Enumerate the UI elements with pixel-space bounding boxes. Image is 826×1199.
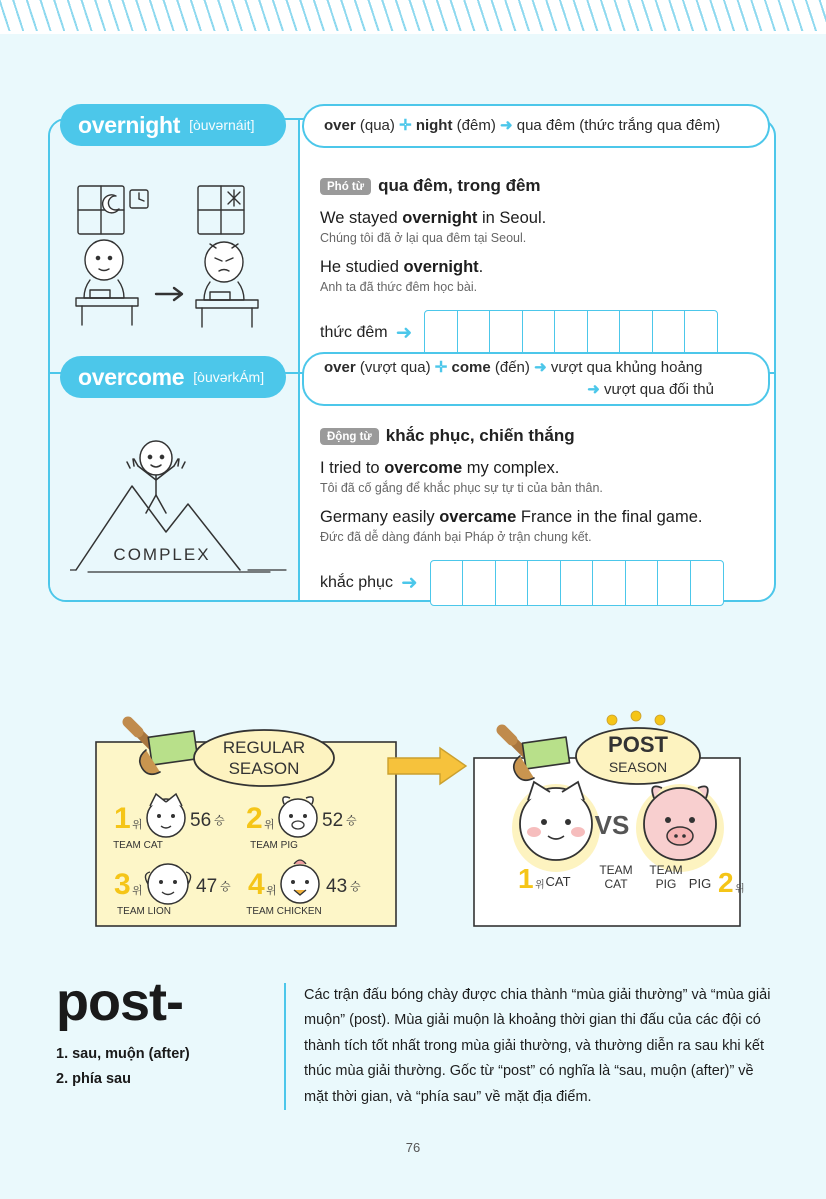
root-title: post- bbox=[56, 972, 183, 1032]
wins-2: 52 bbox=[322, 810, 344, 831]
write-prompt-label: thức đêm bbox=[320, 324, 388, 341]
answer-box[interactable] bbox=[592, 560, 626, 606]
right-rank-right: 2 bbox=[718, 867, 734, 898]
overnight-pos-and-meaning bbox=[320, 176, 750, 196]
answer-boxes[interactable] bbox=[424, 310, 718, 356]
phonetic-text: [òuvərnáit] bbox=[189, 117, 255, 133]
band-bottom-edge bbox=[0, 31, 826, 34]
example-translation-vi: Chúng tôi đã ở lại qua đêm tại Seoul. bbox=[320, 231, 527, 245]
example-translation-vi: Tôi đã cố gắng để khắc phục sự tự ti của bản thân. bbox=[320, 481, 603, 495]
right-caption-right: PIG bbox=[688, 876, 712, 891]
headword-text: overnight bbox=[78, 111, 181, 138]
example-sentence-en bbox=[320, 209, 750, 228]
overcome-write-practice-row bbox=[320, 560, 724, 606]
left-panel-title-line1: REGULAR bbox=[222, 738, 306, 757]
formula-part2-gloss: (đến) bbox=[494, 358, 530, 376]
answer-box[interactable] bbox=[424, 310, 458, 356]
answer-box[interactable] bbox=[554, 310, 588, 356]
arrow-right-icon bbox=[388, 748, 466, 784]
answer-box[interactable] bbox=[522, 310, 556, 356]
overnight-write-practice-row bbox=[320, 310, 718, 356]
arrow-right-icon: ➜ bbox=[587, 381, 600, 398]
right-label-right-line1: TEAM bbox=[649, 863, 683, 877]
overnight-definition-area bbox=[320, 176, 750, 294]
root-sense-1: 1. sau, muộn (after) bbox=[56, 1046, 190, 1062]
answer-box[interactable] bbox=[489, 310, 523, 356]
phonetic-text: [òuvərkÁm] bbox=[193, 369, 265, 385]
headword-overcome bbox=[60, 356, 286, 398]
wins-4: 43 bbox=[326, 876, 348, 897]
wins-1-suffix: 승 bbox=[214, 815, 225, 827]
right-rank-left: 1 bbox=[518, 863, 534, 894]
arrow-right-icon: ➜ bbox=[534, 358, 547, 376]
example-suffix: in Seoul. bbox=[477, 209, 547, 227]
illustration-label: COMPLEX bbox=[113, 545, 211, 564]
answer-box[interactable] bbox=[495, 560, 529, 606]
answer-box[interactable] bbox=[462, 560, 496, 606]
vs-label: VS bbox=[594, 810, 630, 840]
example-prefix: Germany easily bbox=[320, 508, 440, 526]
pos-tag: Động từ bbox=[320, 428, 379, 445]
decorative-top-band bbox=[0, 0, 826, 34]
answer-box[interactable] bbox=[527, 560, 561, 606]
answer-box[interactable] bbox=[619, 310, 653, 356]
root-sense-2: 2. phía sau bbox=[56, 1071, 131, 1088]
team-1: TEAM CAT bbox=[113, 840, 163, 851]
example-keyword: overnight bbox=[403, 258, 479, 276]
wins-1: 56 bbox=[190, 810, 212, 831]
team-3: TEAM LION bbox=[117, 906, 171, 917]
team-4: TEAM CHICKEN bbox=[246, 906, 322, 917]
root-description: Các trận đấu bóng chày được chia thành “mùa giải thường” và “mùa giải muộn” (post). Mùa giải muộn là khoảng thời gian thi đấu của các đội có thành tích tốt nhất trong mùa giải thường, và thường diễn ra sau khi kết thúc mùa giải thường. Gốc từ “post” có nghĩa là “sau, muộn (after)” về mặt thời gian, và “phía sau” về mặt địa điểm. bbox=[284, 983, 776, 1110]
example-suffix: . bbox=[478, 258, 484, 276]
rank-2: 2 bbox=[246, 802, 263, 835]
right-label-left-line2: CAT bbox=[604, 877, 628, 891]
example-sentence-en bbox=[320, 508, 750, 527]
headword-overnight bbox=[60, 104, 286, 146]
post-root-section bbox=[56, 972, 776, 1105]
vocabulary-card-block bbox=[48, 104, 778, 604]
formula-result: qua đêm (thức trắng qua đêm) bbox=[516, 116, 721, 134]
example-prefix: We stayed bbox=[320, 209, 403, 227]
left-panel-title-line2: SEASON bbox=[228, 759, 300, 778]
answer-box[interactable] bbox=[457, 310, 491, 356]
formula-result-line2: vượt qua đối thủ bbox=[604, 381, 714, 398]
formula-part1-gloss: (qua) bbox=[359, 116, 395, 134]
answer-box[interactable] bbox=[690, 560, 724, 606]
meaning-text: qua đêm, trong đêm bbox=[378, 176, 541, 195]
formula-part1-word: over bbox=[324, 358, 356, 376]
pos-tag: Phó từ bbox=[320, 178, 371, 195]
formula-part2-word: come bbox=[451, 358, 491, 376]
answer-boxes[interactable] bbox=[430, 560, 724, 606]
team-2: TEAM PIG bbox=[250, 840, 298, 851]
right-label-right-line2: PIG bbox=[655, 877, 677, 891]
formula-overnight bbox=[302, 104, 770, 148]
right-label-left-line1: TEAM bbox=[599, 863, 633, 877]
example-sentence-en bbox=[320, 258, 750, 277]
meaning-text: khắc phục, chiến thắng bbox=[385, 426, 575, 445]
answer-box[interactable] bbox=[657, 560, 691, 606]
plus-icon: ✛ bbox=[399, 116, 412, 134]
rank-1: 1 bbox=[114, 802, 131, 835]
answer-box[interactable] bbox=[652, 310, 686, 356]
formula-part2-gloss: (đêm) bbox=[456, 116, 496, 134]
right-panel-title-line1: POST bbox=[608, 732, 668, 757]
vertical-divider bbox=[298, 120, 300, 600]
answer-box[interactable] bbox=[430, 560, 464, 606]
wins-3: 47 bbox=[196, 876, 218, 897]
formula-part1-word: over bbox=[324, 116, 356, 134]
right-caption-left: CAT bbox=[545, 874, 571, 889]
example-keyword: overcome bbox=[384, 459, 463, 477]
arrow-right-icon: ➜ bbox=[395, 322, 413, 344]
diagonal-stripe-pattern bbox=[0, 0, 826, 34]
wins-2-suffix: 승 bbox=[346, 815, 357, 827]
answer-box[interactable] bbox=[684, 310, 718, 356]
rank-4-suffix: 위 bbox=[266, 885, 277, 897]
rank-3: 3 bbox=[114, 868, 131, 901]
example-keyword: overcame bbox=[439, 508, 517, 526]
formula-line-2 bbox=[324, 379, 748, 402]
formula-part2-word: night bbox=[415, 116, 453, 134]
example-suffix: France in the final game. bbox=[516, 508, 703, 526]
rank-4: 4 bbox=[248, 868, 265, 901]
overcome-pos-and-meaning bbox=[320, 426, 750, 446]
right-rank-left-suffix: 위 bbox=[535, 880, 545, 891]
example-translation-vi: Đức đã dễ dàng đánh bại Pháp ở trận chung kết. bbox=[320, 530, 592, 544]
page-number: 76 bbox=[405, 1140, 421, 1155]
rank-1-suffix: 위 bbox=[132, 819, 143, 831]
formula-line bbox=[324, 115, 748, 138]
headword-text: overcome bbox=[78, 363, 185, 390]
arrow-right-icon: ➜ bbox=[400, 572, 418, 594]
example-prefix: He studied bbox=[320, 258, 404, 276]
overcome-illustration bbox=[70, 420, 288, 592]
rank-2-suffix: 위 bbox=[264, 819, 275, 831]
baseball-season-illustration bbox=[88, 706, 748, 956]
wins-3-suffix: 승 bbox=[220, 881, 231, 893]
plus-icon: ✛ bbox=[434, 358, 448, 376]
example-sentence-en bbox=[320, 459, 750, 478]
formula-result-line1: vượt qua khủng hoảng bbox=[550, 358, 703, 376]
rank-3-suffix: 위 bbox=[132, 885, 143, 897]
answer-box[interactable] bbox=[587, 310, 621, 356]
right-panel-title-line2: SEASON bbox=[608, 759, 668, 775]
example-prefix: I tried to bbox=[320, 459, 385, 477]
example-translation-vi: Anh ta đã thức đêm học bài. bbox=[320, 280, 478, 294]
answer-box[interactable] bbox=[560, 560, 594, 606]
wins-4-suffix: 승 bbox=[350, 881, 361, 893]
overcome-definition-area bbox=[320, 426, 750, 544]
example-keyword: overnight bbox=[402, 209, 478, 227]
write-prompt-label: khắc phục bbox=[320, 574, 393, 591]
arrow-right-icon: ➜ bbox=[499, 116, 513, 134]
formula-overcome bbox=[302, 352, 770, 406]
overnight-illustration bbox=[64, 182, 288, 342]
example-suffix: my complex. bbox=[462, 459, 560, 477]
right-rank-right-suffix: 위 bbox=[735, 884, 745, 895]
answer-box[interactable] bbox=[625, 560, 659, 606]
formula-line bbox=[324, 357, 748, 380]
formula-part1-gloss: (vượt qua) bbox=[359, 358, 431, 376]
